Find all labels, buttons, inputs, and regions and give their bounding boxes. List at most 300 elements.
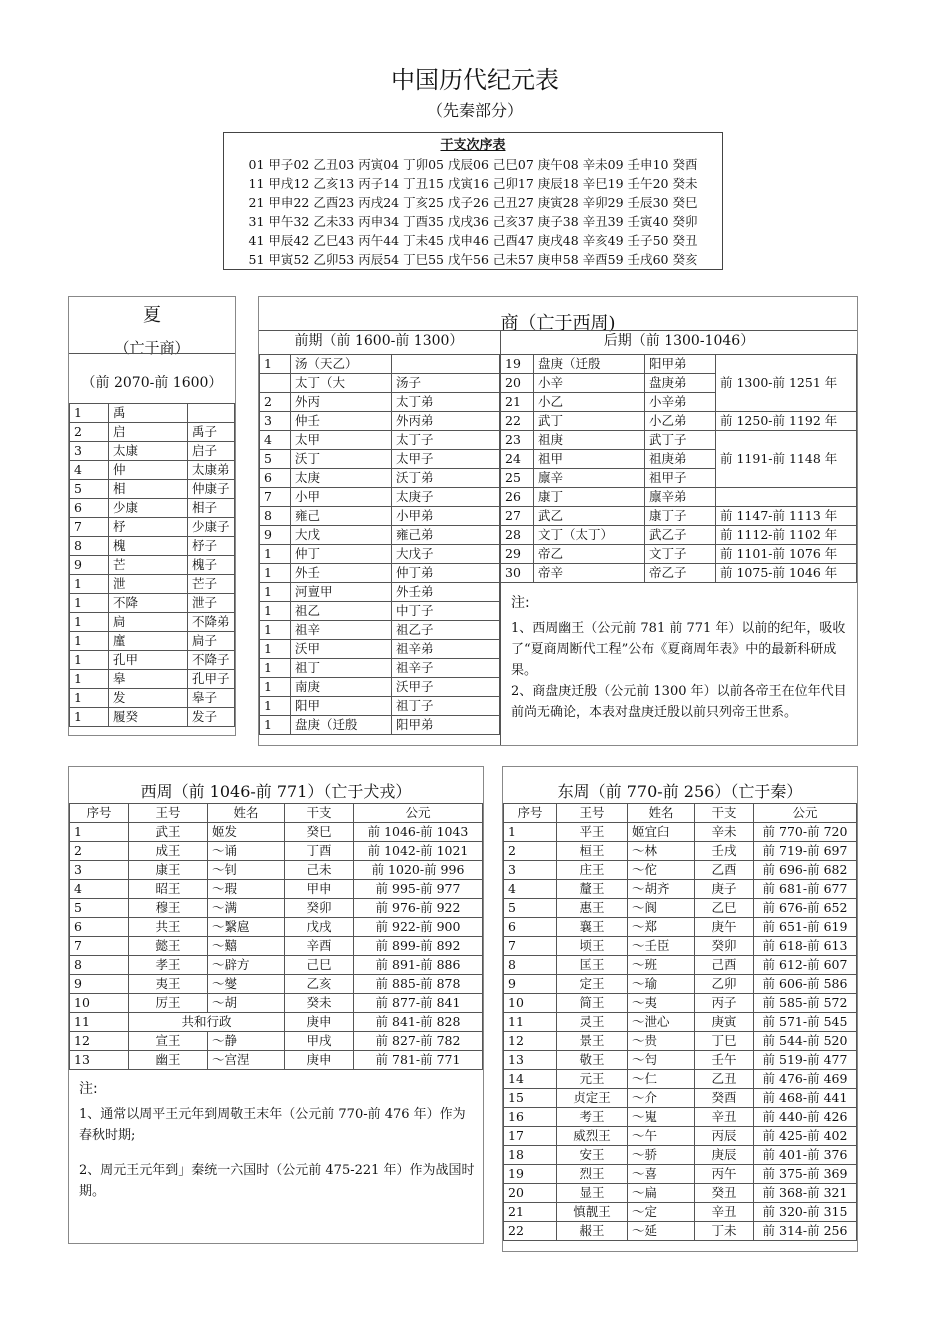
xia-name: 夏 [143,305,161,326]
dongzhou-cell: 前 544-前 520 [754,1032,857,1051]
xia-cell: 皋 [109,670,188,689]
table-row [504,956,857,975]
xizhou-cell: 丁酉 [285,842,354,861]
shang-early-cell: 沃甲 [291,640,392,659]
dongzhou-cell: 平王 [557,823,628,842]
shang-early-cell: 外丙 [291,393,392,412]
dongzhou-cell: 5 [504,899,557,918]
shang-late-cell: 25 [501,469,534,488]
dongzhou-cell: 〜午 [628,1127,695,1146]
xizhou-note-2: 2、周元王元年到」秦统一六国时（公元前 475-221 年）作为战国时期。 [79,1163,475,1199]
table-row [260,564,500,583]
ganzhi-cell: 26 己丑 [473,195,518,210]
ganzhi-cell: 02 乙丑 [293,157,339,172]
dongzhou-cell: 癸酉 [695,1089,754,1108]
dongzhou-cell: 4 [504,880,557,899]
shang-early-cell: 7 [260,488,291,507]
dongzhou-cell: 前 320-前 315 [754,1203,857,1222]
table-row [504,842,857,861]
shang-early-cell: 2 [260,393,291,412]
xia-cell: 3 [70,442,109,461]
ganzhi-cell: 18 辛巳 [562,176,608,191]
dongzhou-cell: 10 [504,994,557,1013]
xia-cell: 1 [70,404,109,423]
ganzhi-cell: 32 乙未 [293,214,339,229]
table-row [70,842,483,861]
table-row [260,412,500,431]
dongzhou-cell: 简王 [557,994,628,1013]
table-row [70,518,235,537]
table-row [260,583,500,602]
ganzhi-cell: 36 己亥 [473,214,518,229]
shang-early-cell: 仲壬 [291,412,392,431]
xia-cell: 2 [70,423,109,442]
ganzhi-cell: 46 己酉 [473,233,518,248]
xizhou-cell: 前 891-前 886 [354,956,483,975]
shang-late-cell: 27 [501,507,534,526]
dongzhou-cell: 2 [504,842,557,861]
dongzhou-cell: 14 [504,1070,557,1089]
shang-late-cell: 武乙子 [645,526,716,545]
xizhou-cell: 前 899-前 892 [354,937,483,956]
ganzhi-cell: 34 丁酉 [383,214,429,229]
table-row [70,537,235,556]
table-row [70,632,235,651]
dongzhou-cell: 庚午 [695,918,754,937]
table-row [260,602,500,621]
table-row [260,640,500,659]
shang-early-cell: 沃丁弟 [392,469,500,488]
shang-late-cell: 20 [501,374,534,393]
ganzhi-cell: 29 壬辰 [607,195,653,210]
shang-early-head: 前期（前 1600-前 1300） [294,333,464,349]
dongzhou-cell: 前 618-前 613 [754,937,857,956]
dongzhou-cell: 丁未 [695,1222,754,1241]
xizhou-cell: 12 [70,1032,129,1051]
ganzhi-cell: 56 己未 [473,252,518,267]
ganzhi-cell: 30 癸巳 [652,195,698,210]
dongzhou-cell: 〜贵 [628,1032,695,1051]
shang-early-cell: 祖辛 [291,621,392,640]
dongzhou-cell: 景王 [557,1032,628,1051]
xizhou-cell: 1 [70,823,129,842]
xizhou-cell: 成王 [129,842,208,861]
table-row [260,659,500,678]
dongzhou-cell: 丙辰 [695,1127,754,1146]
dongzhou-cell: 显王 [557,1184,628,1203]
shang-early-cell: 6 [260,469,291,488]
dongzhou-cell: 〜佗 [628,861,695,880]
dongzhou-cell: 癸丑 [695,1184,754,1203]
shang-early-cell: 雍己 [291,507,392,526]
xizhou-cell: 戊戌 [285,918,354,937]
shang-late-cell: 小乙 [534,393,645,412]
xia-cell: 5 [70,480,109,499]
table-row [504,1127,857,1146]
dongzhou-cell: 19 [504,1165,557,1184]
table-row [70,937,483,956]
ganzhi-cell: 14 丁丑 [383,176,429,191]
xizhou-header: 姓名 [208,804,285,823]
ganzhi-cell: 31 甲午 [248,214,294,229]
ganzhi-cell: 16 己卯 [473,176,518,191]
xizhou-cell: 〜宫涅 [208,1051,285,1070]
table-row [504,1108,857,1127]
shang-late-cell: 帝辛 [534,564,645,583]
shang-early-cell: 外壬 [291,564,392,583]
shang-late-cell: 30 [501,564,534,583]
xia-cell: 7 [70,518,109,537]
dongzhou-cell: 庚寅 [695,1013,754,1032]
shang-early-cell: 大戊 [291,526,392,545]
shang-late-years: 前 1147-前 1113 年 [716,507,857,526]
table-row [70,899,483,918]
dongzhou-title: 东周（前 770-前 256）（亡于秦） [557,782,803,801]
table-row [504,994,857,1013]
dongzhou-cell: 前 476-前 469 [754,1070,857,1089]
shang-early-cell: 太甲子 [392,450,500,469]
xizhou-cell: 懿王 [129,937,208,956]
dongzhou-cell: 前 425-前 402 [754,1127,857,1146]
dongzhou-cell: 〜壬臣 [628,937,695,956]
dongzhou-cell: 〜夷 [628,994,695,1013]
shang-notes [511,593,851,723]
shang-early-cell: 太丁弟 [392,393,500,412]
xizhou-cell: 〜胡 [208,994,285,1013]
ganzhi-cell: 38 辛丑 [562,214,608,229]
shang-late-head: 后期（前 1300-1046） [603,333,755,349]
dongzhou-cell: 前 612-前 607 [754,956,857,975]
dongzhou-cell: 匡王 [557,956,628,975]
shang-early-cell: 1 [260,659,291,678]
ganzhi-cell: 33 丙申 [338,214,384,229]
shang-early-cell: 仲丁 [291,545,392,564]
page-title: 中国历代纪元表 [391,66,559,94]
ganzhi-cell: 53 丙辰 [338,252,384,267]
dongzhou-header: 姓名 [628,804,695,823]
table-row [504,1165,857,1184]
ganzhi-cell: 17 庚辰 [517,176,563,191]
xizhou-cell: 康王 [129,861,208,880]
dongzhou-cell: 釐王 [557,880,628,899]
shang-late-cell: 武丁 [534,412,645,431]
xia-cell: 泄 [109,575,188,594]
xia-period: （前 2070-前 1600） [81,375,223,391]
shang-early-cell: 祖丁子 [392,697,500,716]
dongzhou-cell: 庚子 [695,880,754,899]
shang-late-cell: 廪辛 [534,469,645,488]
dongzhou-cell: 定王 [557,975,628,994]
shang-early-cell [260,374,291,393]
xizhou-cell: 癸未 [285,994,354,1013]
shang-late-years: 前 1300-前 1251 年 [716,355,857,412]
ganzhi-row [224,193,722,212]
xizhou-cell: 前 1046-前 1043 [354,823,483,842]
dongzhou-cell: 赧王 [557,1222,628,1241]
shang-early-cell: 太丁子 [392,431,500,450]
table-header-row [70,804,483,823]
dongzhou-cell: 己酉 [695,956,754,975]
ganzhi-cell: 49 壬子 [607,233,653,248]
shang-late-year-empty [716,488,857,507]
xizhou-cell: 癸卯 [285,899,354,918]
ganzhi-cell: 15 戊寅 [428,176,473,191]
table-row [504,823,857,842]
shang-section [258,296,858,746]
table-row [504,1051,857,1070]
dongzhou-cell: 〜郑 [628,918,695,937]
shang-late-cell: 文丁子 [645,545,716,564]
xizhou-cell: 夷王 [129,975,208,994]
shang-late-cell: 23 [501,431,534,450]
xia-cell: 启 [109,423,188,442]
dongzhou-cell: 丙子 [695,994,754,1013]
dongzhou-cell: 〜胡齐 [628,880,695,899]
shang-early-cell: 9 [260,526,291,545]
shang-early-cell: 阳甲 [291,697,392,716]
shang-late-cell: 祖庚 [534,431,645,450]
dongzhou-cell: 乙卯 [695,975,754,994]
table-row [70,861,483,880]
xia-cell: 扃 [109,613,188,632]
dongzhou-section [502,766,858,1252]
shang-late-cell: 小辛弟 [645,393,716,412]
shang-title: 商（亡于西周) [500,313,616,334]
ganzhi-cell: 60 癸亥 [652,252,698,267]
xizhou-cell: 〜满 [208,899,285,918]
shang-late-cell: 21 [501,393,534,412]
xizhou-cell: 5 [70,899,129,918]
dongzhou-cell: 顷王 [557,937,628,956]
dongzhou-cell: 9 [504,975,557,994]
table-row [504,975,857,994]
shang-late-years: 前 1101-前 1076 年 [716,545,857,564]
dongzhou-cell: 乙丑 [695,1070,754,1089]
ganzhi-cell: 50 癸丑 [652,233,698,248]
shang-late-cell: 帝乙子 [645,564,716,583]
xia-cell: 相 [109,480,188,499]
dongzhou-cell: 〜介 [628,1089,695,1108]
xizhou-cell: 前 922-前 900 [354,918,483,937]
xizhou-cell: 甲戌 [285,1032,354,1051]
ganzhi-row [224,174,722,193]
xia-cell: 1 [70,613,109,632]
dongzhou-cell: 襄王 [557,918,628,937]
xizhou-header: 序号 [70,804,129,823]
xizhou-cell: 前 877-前 841 [354,994,483,1013]
xizhou-cell: 己巳 [285,956,354,975]
dongzhou-cell: 1 [504,823,557,842]
xizhou-cell: 前 885-前 878 [354,975,483,994]
xia-cell: 履癸 [109,708,188,727]
xia-cell: 槐子 [188,556,235,575]
dongzhou-cell: 〜阆 [628,899,695,918]
shang-late-cell: 武乙 [534,507,645,526]
ganzhi-cell: 52 乙卯 [293,252,339,267]
dongzhou-cell: 丁巳 [695,1032,754,1051]
dongzhou-cell: 前 719-前 697 [754,842,857,861]
xia-cell: 禹 [109,404,188,423]
shang-late-years: 前 1250-前 1192 年 [716,412,857,431]
ganzhi-cell: 59 壬戌 [607,252,653,267]
dongzhou-cell: 〜延 [628,1222,695,1241]
table-row [501,412,857,431]
xizhou-cell: 辛酉 [285,937,354,956]
dongzhou-cell: 〜喜 [628,1165,695,1184]
dongzhou-cell: 〜班 [628,956,695,975]
table-row [70,708,235,727]
dongzhou-cell: 壬戌 [695,842,754,861]
table-row [504,1146,857,1165]
shang-late-cell: 武丁子 [645,431,716,450]
xizhou-cell: 姬发 [208,823,285,842]
xizhou-header: 干支 [285,804,354,823]
shang-early-cell: 1 [260,621,291,640]
xizhou-cell: 8 [70,956,129,975]
dongzhou-cell: 贞定王 [557,1089,628,1108]
dongzhou-cell: 前 651-前 619 [754,918,857,937]
xizhou-cell: 武王 [129,823,208,842]
xia-cell: 泄子 [188,594,235,613]
dongzhou-cell: 〜泄心 [628,1013,695,1032]
shang-early-cell: 1 [260,564,291,583]
dongzhou-cell: 8 [504,956,557,975]
ganzhi-cell: 03 丙寅 [338,157,384,172]
shang-early-cell: 外丙弟 [392,412,500,431]
table-row [70,461,235,480]
xizhou-cell: 乙亥 [285,975,354,994]
shang-early-cell: 祖辛弟 [392,640,500,659]
dongzhou-table [503,803,857,1241]
shang-early-cell: 太丁（大 [291,374,392,393]
xizhou-cell: 〜诵 [208,842,285,861]
table-row [504,937,857,956]
xizhou-cell: 前 976-前 922 [354,899,483,918]
xizhou-notes [79,1079,477,1202]
xizhou-cell: 〜静 [208,1032,285,1051]
ganzhi-cell: 39 壬寅 [607,214,653,229]
xia-cell: 皋子 [188,689,235,708]
dongzhou-cell: 前 606-前 586 [754,975,857,994]
shang-early-cell [392,355,500,374]
shang-late-years: 前 1075-前 1046 年 [716,564,857,583]
xizhou-header: 王号 [129,804,208,823]
ganzhi-cell: 55 戊午 [428,252,473,267]
xizhou-title: 西周（前 1046-前 771）（亡于犬戎） [140,782,412,801]
page-subtitle: （先秦部分） [426,101,523,120]
ganzhi-cell: 05 戊辰 [428,157,473,172]
xizhou-header: 公元 [354,804,483,823]
shang-note-label: 注: [511,595,530,611]
xizhou-cell: 9 [70,975,129,994]
dongzhou-cell: 前 519-前 477 [754,1051,857,1070]
xia-cell: 9 [70,556,109,575]
table-row [504,1070,857,1089]
xia-cell: 廑 [109,632,188,651]
ganzhi-heading: 干支次序表 [440,138,506,153]
dongzhou-cell: 桓王 [557,842,628,861]
xizhou-cell: 前 1042-前 1021 [354,842,483,861]
ganzhi-cell: 20 癸未 [652,176,698,191]
table-row [260,545,500,564]
xizhou-cell: 庚申 [285,1051,354,1070]
xia-cell: 发 [109,689,188,708]
table-header-row [504,804,857,823]
shang-early-cell: 太庚子 [392,488,500,507]
ganzhi-row [224,231,722,250]
shang-early-cell: 雍己弟 [392,526,500,545]
table-row [501,507,857,526]
ganzhi-cell: 09 壬申 [607,157,653,172]
shang-early-cell: 1 [260,602,291,621]
table-row [504,861,857,880]
dongzhou-cell: 21 [504,1203,557,1222]
ganzhi-cell: 13 丙子 [338,176,384,191]
shang-late-cell: 24 [501,450,534,469]
table-row [501,431,857,450]
xia-cell: 少康 [109,499,188,518]
ganzhi-cell: 28 辛卯 [562,195,608,210]
xizhou-cell: 〜燮 [208,975,285,994]
xizhou-cell: 共和行政 [129,1013,285,1032]
xia-table [69,403,235,727]
dongzhou-cell: 辛丑 [695,1203,754,1222]
xia-cell: 6 [70,499,109,518]
dongzhou-cell: 敬王 [557,1051,628,1070]
ganzhi-cell: 06 己巳 [473,157,518,172]
shang-late-cell: 祖甲 [534,450,645,469]
xizhou-note-label: 注: [79,1081,98,1097]
xia-cell: 太康弟 [188,461,235,480]
xia-cell: 4 [70,461,109,480]
table-row [70,880,483,899]
shang-late-cell: 祖庚弟 [645,450,716,469]
ganzhi-cell: 54 丁巳 [383,252,429,267]
shang-early-cell: 1 [260,640,291,659]
ganzhi-cell: 22 乙酉 [293,195,339,210]
shang-early-cell: 1 [260,583,291,602]
shang-note-2: 2、商盘庚迁殷（公元前 1300 年）以前各帝王在位年代目前尚无确论，本表对盘庚迁殷以前只列帝王世系。 [511,684,847,720]
shang-early-cell: 1 [260,355,291,374]
dongzhou-cell: 前 368-前 321 [754,1184,857,1203]
dongzhou-cell: 癸卯 [695,937,754,956]
ganzhi-cell: 48 辛亥 [562,233,608,248]
dongzhou-cell: 庄王 [557,861,628,880]
ganzhi-cell: 04 丁卯 [383,157,429,172]
ganzhi-cell: 08 辛未 [562,157,608,172]
shang-early-cell: 祖辛子 [392,659,500,678]
dongzhou-header: 公元 [754,804,857,823]
xizhou-cell: 前 781-前 771 [354,1051,483,1070]
shang-late-cell: 帝乙 [534,545,645,564]
xizhou-cell: 11 [70,1013,129,1032]
ganzhi-cell: 07 庚午 [517,157,563,172]
dongzhou-cell: 前 676-前 652 [754,899,857,918]
shang-early-cell: 祖乙子 [392,621,500,640]
shang-early-cell: 祖丁 [291,659,392,678]
ganzhi-cell: 27 庚寅 [517,195,563,210]
dongzhou-cell: 元王 [557,1070,628,1089]
xia-cell: 相子 [188,499,235,518]
xia-cell: 太康 [109,442,188,461]
xizhou-cell: 4 [70,880,129,899]
shang-early-cell: 太庚 [291,469,392,488]
table-row [70,594,235,613]
xizhou-cell: 共王 [129,918,208,937]
shang-early-table [259,354,500,735]
shang-early-cell: 外壬弟 [392,583,500,602]
table-row [70,651,235,670]
